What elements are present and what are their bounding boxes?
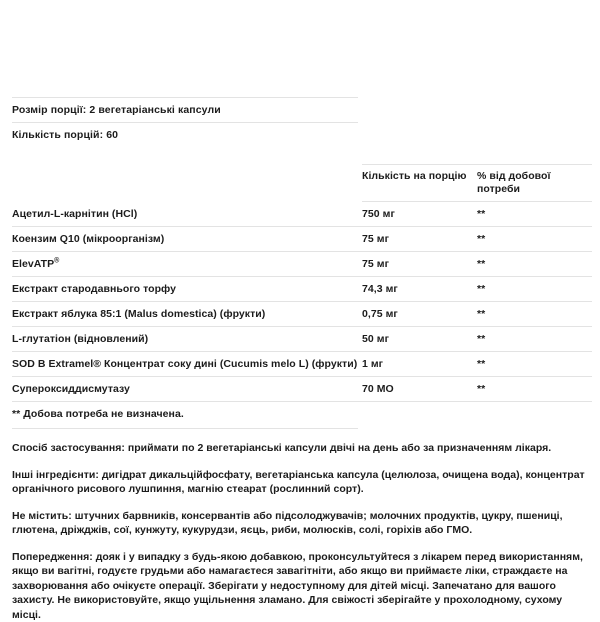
ingredient-daily-value: **: [477, 352, 592, 377]
ingredient-name: Екстракт яблука 85:1 (Malus domestica) (фрукти): [12, 302, 362, 327]
label-body-text: [12, 441, 588, 622]
table-row: [12, 227, 592, 252]
table-body: [12, 202, 592, 402]
table-row: [12, 352, 592, 377]
top-spacer: [12, 0, 588, 97]
table-row: [12, 302, 592, 327]
ingredient-daily-value: **: [477, 277, 592, 302]
ingredient-name: SOD B Extramel® Концентрат соку дині (Cucumis melo L) (фрукти): [12, 352, 362, 377]
free-from-paragraph: Не містить: штучних барвників, консервантів або підсолоджувачів; молочних продуктів, цукру, пшениці, глютена, дріжджів, сої, кунжуту, кукурудзи, яєць, риби, молюсків, солі, горіхів або ГМО.: [12, 509, 588, 538]
ingredient-name: L-глутатіон (відновлений): [12, 327, 362, 352]
serving-info-block: [12, 97, 358, 147]
ingredient-amount: 75 мг: [362, 252, 477, 277]
ingredient-name: [12, 252, 362, 277]
column-header-amount-per-serving: Кількість на порцію: [362, 165, 477, 202]
ingredient-daily-value: **: [477, 377, 592, 402]
daily-value-footnote: ** Добова потреба не визначена.: [12, 402, 358, 429]
column-header-daily-value: % від добової потреби: [477, 165, 592, 202]
ingredient-name: Коензим Q10 (мікроорганізм): [12, 227, 362, 252]
ingredient-amount: 750 мг: [362, 202, 477, 227]
other-ingredients-paragraph: Інші інгредієнти: дигідрат дикальційфосфату, вегетаріанська капсула (целюлоза, очищена вода), концентрат органічного рисового лушпиння, магнію стеарат (рослинний сорт).: [12, 468, 588, 497]
ingredient-amount: 50 мг: [362, 327, 477, 352]
registered-trademark-icon: ®: [54, 258, 59, 265]
table-row: [12, 202, 592, 227]
ingredient-daily-value: **: [477, 227, 592, 252]
ingredient-daily-value: **: [477, 202, 592, 227]
ingredient-amount: 75 мг: [362, 227, 477, 252]
servings-per-container-row: Кількість порцій: 60: [12, 122, 358, 147]
column-header-name: [12, 165, 362, 202]
serving-size-row: Розмір порції: 2 вегетаріанські капсули: [12, 97, 358, 122]
table-row: [12, 277, 592, 302]
directions-paragraph: Спосіб застосування: приймати по 2 вегетаріанські капсули двічі на день або за призначенням лікаря.: [12, 441, 588, 456]
table-row: [12, 377, 592, 402]
ingredient-name: Супероксиддисмутазу: [12, 377, 362, 402]
ingredient-daily-value: **: [477, 302, 592, 327]
ingredient-daily-value: **: [477, 327, 592, 352]
ingredient-amount: 0,75 мг: [362, 302, 477, 327]
table-header-row: [12, 165, 592, 202]
ingredient-amount: 70 МО: [362, 377, 477, 402]
supplement-facts-table: [12, 164, 592, 402]
table-row: [12, 252, 592, 277]
ingredient-amount: 1 мг: [362, 352, 477, 377]
ingredient-name: Ацетил-L-карнітин (HCl): [12, 202, 362, 227]
ingredient-amount: 74,3 мг: [362, 277, 477, 302]
ingredient-daily-value: **: [477, 252, 592, 277]
table-row: [12, 327, 592, 352]
warning-paragraph: Попередження: дояк і у випадку з будь-якою добавкою, проконсультуйтеся з лікарем перед використанням, якщо ви вагітні, годуєте грудьми або намагаєтеся завагітніти, або якщо ви приймаєте ліки, страждаєте на захворювання або очікуєте операції. Зберігати у недоступному для дітей місці. Запечатано для вашого захисту. Не використовуйте, якщо ущільнення зламано. Для свіжості зберігайте у прохолодному, сухому місці.: [12, 550, 588, 622]
ingredient-name-text: ElevATP: [12, 258, 54, 270]
table-header: [12, 165, 592, 202]
ingredient-name: Екстракт стародавнього торфу: [12, 277, 362, 302]
